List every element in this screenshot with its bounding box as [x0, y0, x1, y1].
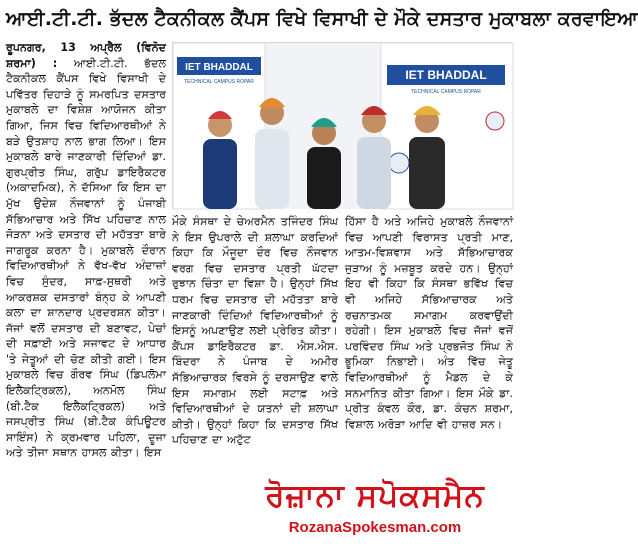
person-1	[203, 111, 237, 209]
article-left-text: ਆਈ.ਟੀ.ਟੀ. ਭੱਦਲ ਟੈਕਨੀਕਲ ਕੈਂਪਸ ਵਿਖੇ ਵਿਸਾਖੀ ਦੇ ਪਵਿੱਤਰ ਦਿਹਾੜੇ ਨੂੰ ਸਮਰਪਿਤ ਦਸਤਾਰ ਮੁਕਾਬਲੇ ਦਾ ਵਿਸ਼ੇਸ਼ ਆਯੋਜਨ ਕੀਤਾ ਗਿਆ, ਜਿਸ ਵਿਚ ਵਿਦਿਆਰਥੀਆਂ ਨੇ ਬੜੇ ਉਤਸ਼ਾਹ ਨਾਲ ਭਾਗ ਲਿਆ। ਇਸ ਮੁਕਾਬਲੇ ਬਾਰੇ ਜਾਣਕਾਰੀ ਦਿੰਦਿਆਂ ਡਾ. ਗੁਰਪ੍ਰੀਤ ਸਿੰਘ, ਗਰੁੱਪ ਡਾਇਰੈਕਟਰ (ਅਕਾਦਮਿਕ), ਨੇ ਦੱਸਿਆ ਕਿ ਇਸ ਦਾ ਮੁੱਖ ਉਦੇਸ਼ ਨੌਜਵਾਨਾਂ ਨੂੰ ਪੰਜਾਬੀ ਸੱਭਿਆਚਾਰ ਅਤੇ ਸਿੱਖ ਪਹਿਚਾਣ ਨਾਲ ਜੋੜਨਾ ਅਤੇ ਦਸਤਾਰ ਦੀ ਮਹੱਤਤਾ ਬਾਰੇ ਜਾਗਰੂਕ ਕਰਨਾ ਹੈ। ਮੁਕਾਬਲੇ ਦੌਰਾਨ ਵਿਦਿਆਰਥੀਆਂ ਨੇ ਵੱਖ-ਵੱਖ ਅੰਦਾਜ਼ਾਂ ਵਿਚ ਸੁੰਦਰ, ਸਾਫ਼-ਸੁਥਰੀ ਅਤੇ ਆਕਰਸ਼ਕ ਦਸਤਾਰਾਂ ਬੰਨ੍ਹ ਕੇ ਆਪਣੀ ਕਲਾ ਦਾ ਸ਼ਾਨਦਾਰ ਪ੍ਰਦਰਸ਼ਨ ਕੀਤਾ। ਜੱਜਾਂ ਵਲੋਂ ਦਸਤਾਰ ਦੀ ਬਣਾਵਟ, ਪੇਚਾਂ ਦੀ ਸਫ਼ਾਈ ਅਤੇ ਸਜਾਵਟ ਦੇ ਆਧਾਰ 'ਤੇ ਜੇਤੂਆਂ ਦੀ ਚੋਣ ਕੀਤੀ ਗਈ। ਇਸ ਮੁਕਾਬਲੇ ਵਿਚ ਗੌਰਵ ਸਿੰਘ (ਡਿਪਲੋਮਾ ਇਲੈਕਟ੍ਰਿਕਲ), ਅਨਮੋਲ ਸਿੰਘ (ਬੀ.ਟੈਕ ਇਲੈਕਟ੍ਰਿਕਲ) ਅਤੇ ਜਸਪ੍ਰੀਤ ਸਿੰਘ (ਬੀ.ਟੈਕ ਕੰਪਿਊਟਰ ਸਾਇੰਸ) ਨੇ ਕ੍ਰਮਵਾਰ ਪਹਿਲਾ, ਦੂਜਾ ਅਤੇ ਤੀਜਾ ਸਥਾਨ ਹਾਸਲ ਕੀਤਾ। ਇਸ	[6, 56, 166, 460]
article-left-column	[6, 40, 166, 460]
banner-left-subtitle: TECHNICAL CAMPUS ROPAR	[184, 79, 254, 85]
news-photo	[172, 42, 512, 208]
byline: ਰੂਪਨਗਰ, 13 ਅਪ੍ਰੈਲ (ਵਿਨੋਦ ਸ਼ਰਮਾ) :	[6, 41, 166, 70]
person-4	[357, 106, 391, 209]
banner-right-subtitle: TECHNICAL CAMPUS ROPAR	[411, 89, 481, 95]
website-url: RozanaSpokesman.com	[288, 519, 462, 536]
article-right-column	[345, 214, 513, 464]
logo-icon	[389, 153, 409, 173]
article-right-text: ਹਿੱਸਾ ਹੈ ਅਤੇ ਅਜਿਹੇ ਮੁਕਾਬਲੇ ਨੌਜਵਾਨਾਂ ਵਿਚ ਆਪਣੀ ਵਿਰਾਸਤ ਪ੍ਰਤੀ ਮਾਣ, ਆਤਮ-ਵਿਸ਼ਵਾਸ ਅਤੇ ਸੱਭਿਆਚਾਰਕ ਜੁੜਾਅ ਨੂੰ ਮਜ਼ਬੂਤ ਕਰਦੇ ਹਨ। ਉਨ੍ਹਾਂ ਇਹ ਵੀ ਕਿਹਾ ਕਿ ਸੰਸਥਾ ਭਵਿੱਖ ਵਿਚ ਵੀ ਅਜਿਹੇ ਸੱਭਿਆਚਾਰਕ ਅਤੇ ਰਚਨਾਤਮਕ ਸਮਾਗਮ ਕਰਵਾਉਂਦੀ ਰਹੇਗੀ। ਇਸ ਮੁਕਾਬਲੇ ਵਿਚ ਜੱਜਾਂ ਵਜੋਂ ਪਰਵਿੰਦਰ ਸਿੰਘ ਅਤੇ ਪ੍ਰਭਜੋਤ ਸਿੰਘ ਨੇ ਭੂਮਿਕਾ ਨਿਭਾਈ। ਅੰਤ ਵਿੱਚ ਜੇਤੂ ਵਿਦਿਆਰਥੀਆਂ ਨੂੰ ਮੈਡਲ ਦੇ ਕੇ ਸਨਮਾਨਿਤ ਕੀਤਾ ਗਿਆ। ਇਸ ਮੌਕੇ ਡਾ. ਪ੍ਰੀਤ ਕੰਵਲ ਕੌਰ, ਡਾ. ਕੰਚਨ ਸ਼ਰਮਾ, ਵਿਸ਼ਾਲ ਅਰੋੜਾ ਆਦਿ ਵੀ ਹਾਜ਼ਰ ਸਨ।	[345, 215, 513, 431]
article-middle-text: ਮੌਕੇ ਸੰਸਥਾ ਦੇ ਚੇਅਰਮੈਨ ਤਜਿੰਦਰ ਸਿੰਘ ਨੇ ਇਸ ਉਪਰਾਲੇ ਦੀ ਸ਼ਲਾਘਾ ਕਰਦਿਆਂ ਕਿਹਾ ਕਿ ਮੌਜੂਦਾ ਦੌਰ ਵਿਚ ਨੌਜਵਾਨ ਵਰਗ ਵਿਚ ਦਸਤਾਰ ਪ੍ਰਤੀ ਘੱਟਦਾ ਰੁਝਾਨ ਚਿੰਤਾ ਦਾ ਵਿਸ਼ਾ ਹੈ। ਉਨ੍ਹਾਂ ਸਿੱਖ ਧਰਮ ਵਿਚ ਦਸਤਾਰ ਦੀ ਮਹੱਤਤਾ ਬਾਰੇ ਜਾਣਕਾਰੀ ਦਿੰਦਿਆਂ ਵਿਦਿਆਰਥੀਆਂ ਨੂੰ ਇਸਨੂੰ ਅਪਣਾਉਣ ਲਈ ਪ੍ਰੇਰਿਤ ਕੀਤਾ। ਕੈਂਪਸ ਡਾਇਰੈਕਟਰ ਡਾ. ਐਸ.ਐਸ. ਬਿੰਦਰਾ ਨੇ ਪੰਜਾਬ ਦੇ ਅਮੀਰ ਸੱਭਿਆਚਾਰਕ ਵਿਰਸੇ ਨੂੰ ਦਰਸਾਉਣ ਵਾਲੇ ਇਸ ਸਮਾਗਮ ਲਈ ਸਟਾਫ਼ ਅਤੇ ਵਿਦਿਆਰਥੀਆਂ ਦੇ ਯਤਨਾਂ ਦੀ ਸ਼ਲਾਘਾ ਕੀਤੀ। ਉਨ੍ਹਾਂ ਕਿਹਾ ਕਿ ਦਸਤਾਰ ਸਿੱਖ ਪਹਿਚਾਣ ਦਾ ਅਟੁੱਟ	[172, 215, 338, 447]
banner-left-title: IET BHADDAL	[185, 62, 253, 73]
banner-right-title: IET BHADDAL	[405, 68, 487, 82]
masthead-logo: ਰੋਜ਼ਾਨਾ ਸਪੋਕਸਮੈਨ	[265, 478, 485, 514]
person-3	[307, 118, 341, 209]
group-photo-illustration	[173, 43, 513, 209]
article-middle-column	[172, 214, 338, 464]
logo-icon	[486, 112, 504, 130]
headline: ਆਈ.ਟੀ.ਟੀ. ਭੱਦਲ ਟੈਕਨੀਕਲ ਕੈਂਪਸ ਵਿਖੇ ਵਿਸਾਖੀ ਦੇ ਮੌਕੇ ਦਸਤਾਰ ਮੁਕਾਬਲਾ ਕਰਵਾਇਆ	[6, 8, 638, 30]
